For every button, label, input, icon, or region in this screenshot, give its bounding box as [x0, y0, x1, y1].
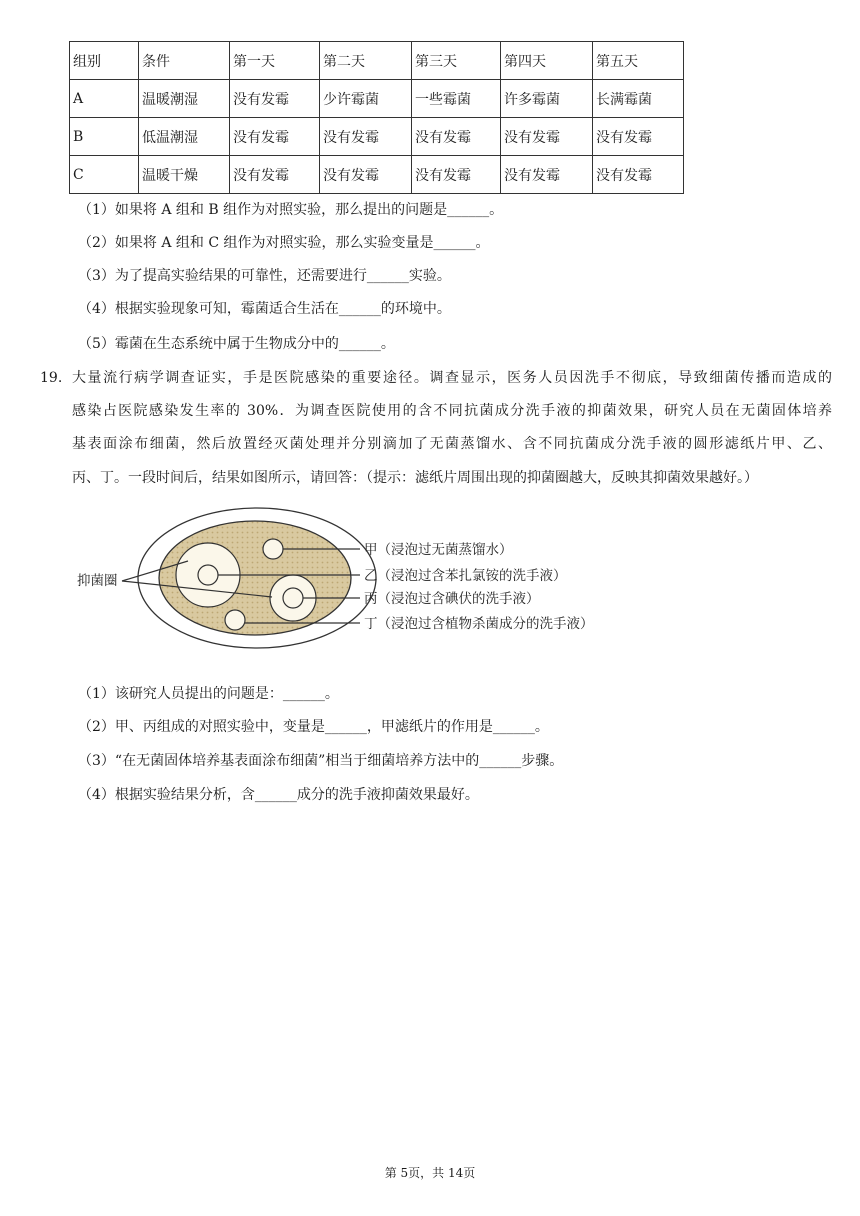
table-cell: 第三天 [412, 42, 501, 80]
table-cell: 组别 [70, 42, 139, 80]
table-cell: 第一天 [230, 42, 320, 80]
table-cell: 条件 [139, 42, 230, 80]
q18-item-1: （1）如果将 A 组和 B 组作为对照实验，那么提出的问题是______。 [78, 202, 504, 218]
table-cell: 少许霉菌 [320, 80, 412, 118]
petri-dish-figure [70, 505, 670, 665]
table-cell: 一些霉菌 [412, 80, 501, 118]
table-cell: 没有发霉 [230, 118, 320, 156]
q18-item-3: （3）为了提高实验结果的可靠性，还需要进行______实验。 [78, 268, 451, 284]
table-cell: B [70, 118, 139, 156]
figure-label-yi: 乙（浸泡过含苯扎氯铵的洗手液） [364, 568, 567, 584]
table-cell: 没有发霉 [320, 156, 412, 194]
q19-text-line: 基表面涂布细菌，然后放置经灭菌处理并分别滴加了无菌蒸馏水、含不同抗菌成分洗手液的圆形滤纸片甲、乙、 [72, 436, 832, 452]
mold-experiment-table [69, 41, 684, 194]
table-cell: 没有发霉 [412, 156, 501, 194]
q19-text-line: 丙、丁。一段时间后，结果如图所示，请回答：（提示：滤纸片周围出现的抑菌圈越大，反映其抑菌效果越好。） [72, 470, 758, 486]
q19-text-line: 大量流行病学调查证实，手是医院感染的重要途径。调查显示，医务人员因洗手不彻底，导致细菌传播而造成的 [72, 370, 832, 386]
table-cell: 温暖干燥 [139, 156, 230, 194]
table-cell: 没有发霉 [230, 156, 320, 194]
table-cell: 温暖潮湿 [139, 80, 230, 118]
q19-item-3: （3）“在无菌固体培养基表面涂布细菌”相当于细菌培养方法中的______步骤。 [78, 753, 564, 769]
table-cell: 没有发霉 [593, 156, 684, 194]
table-cell: 没有发霉 [501, 156, 593, 194]
table-row [70, 156, 684, 194]
q19-text-line: 感染占医院感染发生率的 30%．为调查医院使用的含不同抗菌成分洗手液的抑菌效果，研究人员在无菌固体培养 [72, 403, 832, 419]
table-cell: 许多霉菌 [501, 80, 593, 118]
table-cell: 没有发霉 [593, 118, 684, 156]
q18-item-5: （5）霉菌在生态系统中属于生物成分中的______。 [78, 336, 395, 352]
question-number: 19. [40, 370, 63, 386]
table-row [70, 80, 684, 118]
figure-label-ding: 丁（浸泡过含植物杀菌成分的洗手液） [364, 616, 594, 632]
q19-item-2: （2）甲、丙组成的对照实验中，变量是______，甲滤纸片的作用是______。 [78, 719, 549, 735]
table-cell: 没有发霉 [230, 80, 320, 118]
table-cell: 没有发霉 [412, 118, 501, 156]
table-cell: A [70, 80, 139, 118]
q18-item-2: （2）如果将 A 组和 C 组作为对照实验，那么实验变量是______。 [78, 235, 490, 251]
figure-label-bing: 丙（浸泡过含碘伏的洗手液） [364, 591, 540, 607]
q19-item-1: （1）该研究人员提出的问题是：______。 [78, 686, 339, 702]
table-cell: 第五天 [593, 42, 684, 80]
paper-disc-jia [263, 539, 283, 559]
table-row [70, 118, 684, 156]
table-cell: 长满霉菌 [593, 80, 684, 118]
paper-disc-yi [198, 565, 218, 585]
table-cell: C [70, 156, 139, 194]
page-footer: 第 5页，共 14页 [384, 1166, 476, 1180]
paper-disc-ding [225, 610, 245, 630]
table-header-row [70, 42, 684, 80]
figure-label-jia: 甲（浸泡过无菌蒸馏水） [364, 542, 513, 558]
q18-item-4: （4）根据实验现象可知，霉菌适合生活在______的环境中。 [78, 301, 451, 317]
table-cell: 没有发霉 [501, 118, 593, 156]
figure-left-label: 抑菌圈 [77, 573, 118, 589]
table-cell: 第四天 [501, 42, 593, 80]
q19-item-4: （4）根据实验结果分析，含______成分的洗手液抑菌效果最好。 [78, 787, 479, 803]
table-cell: 低温潮湿 [139, 118, 230, 156]
paper-disc-bing [283, 588, 303, 608]
table-cell: 第二天 [320, 42, 412, 80]
table-cell: 没有发霉 [320, 118, 412, 156]
